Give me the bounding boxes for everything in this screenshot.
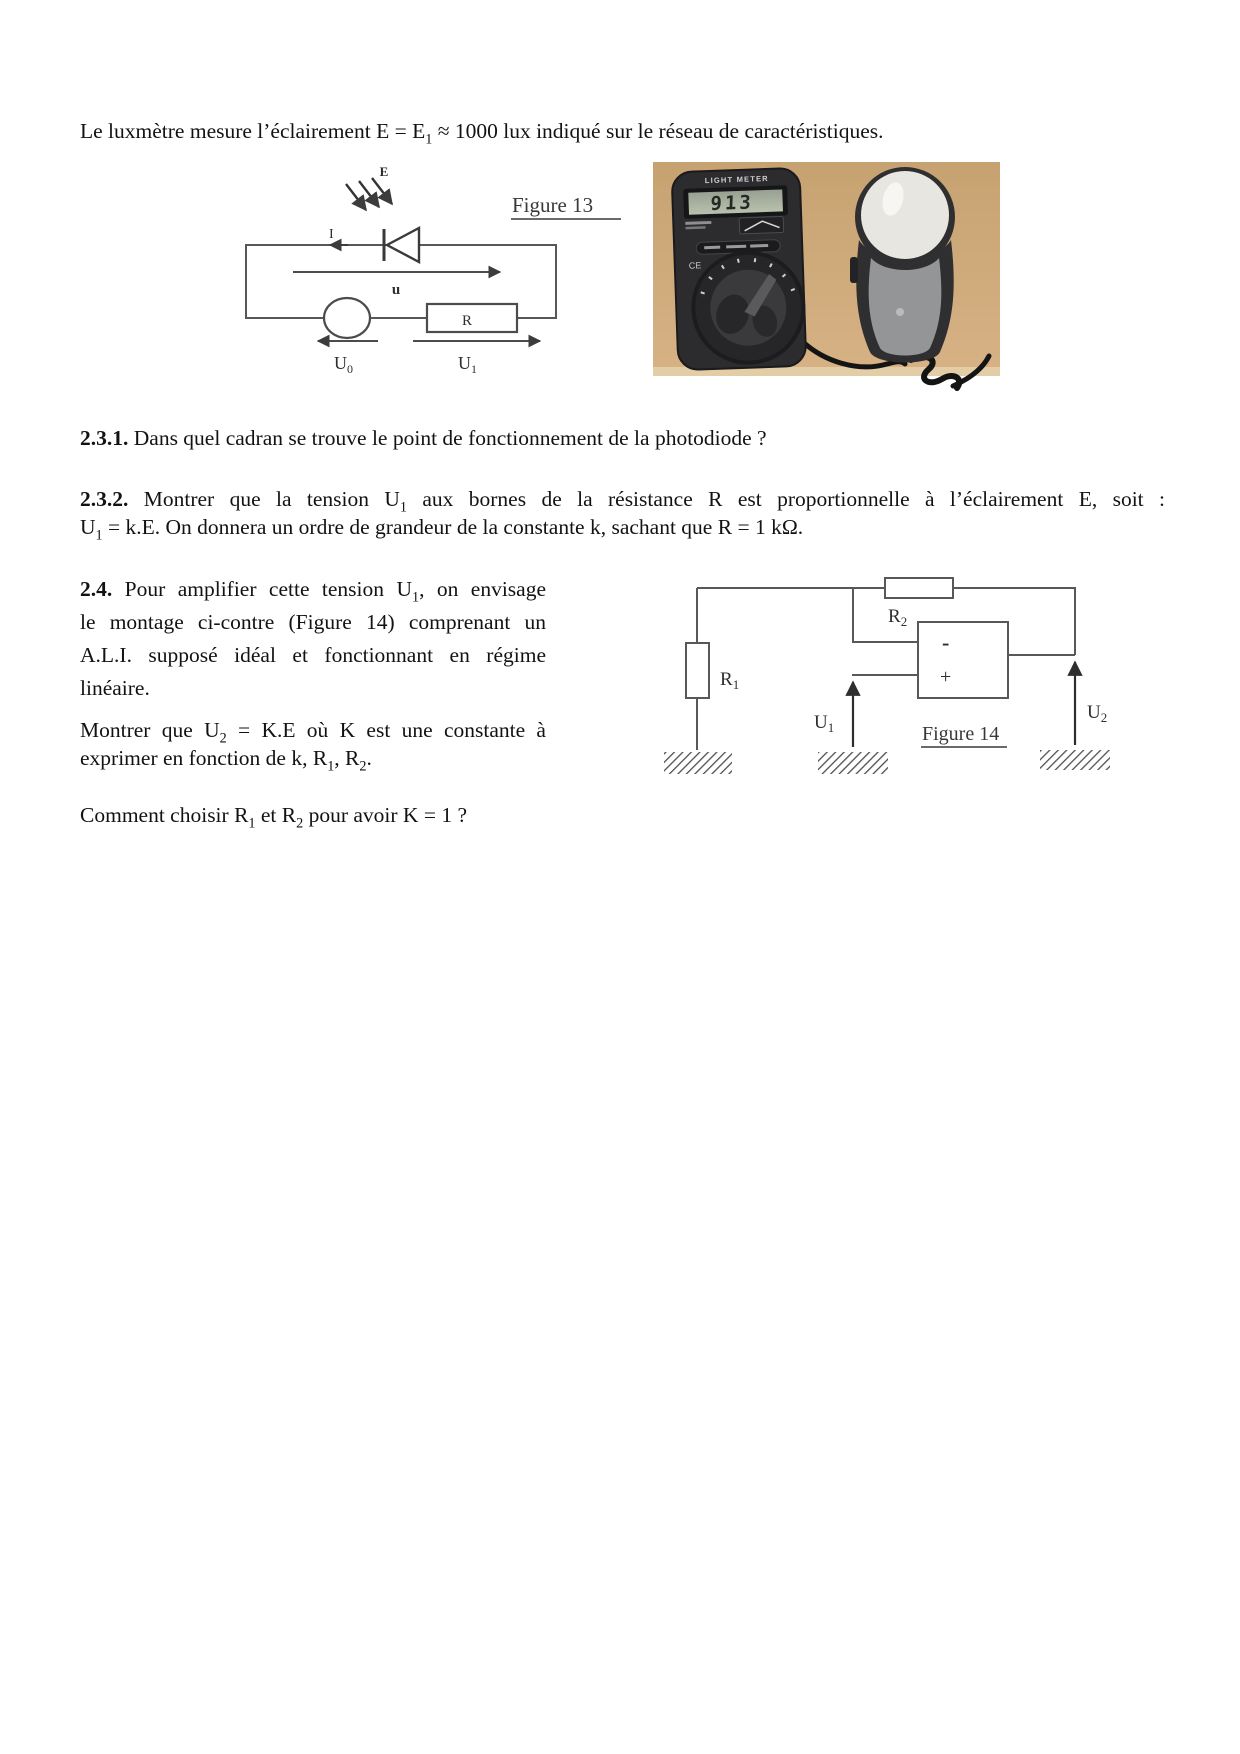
u-label: u	[391, 282, 401, 298]
question-number: 2.3.2.	[80, 487, 129, 511]
question-text: pour avoir K = 1 ?	[303, 803, 467, 827]
figure-13-caption: Figure 13	[512, 193, 594, 217]
subscript: 1	[248, 815, 256, 832]
intro-sentence	[80, 119, 884, 148]
question-2-4-line-4	[80, 676, 150, 702]
light-label: E	[379, 164, 389, 179]
resistor-r1-box	[686, 643, 709, 698]
question-2-3-1	[80, 426, 767, 452]
photodiode-icon	[387, 228, 419, 262]
u2-label: $U_2$	[1087, 702, 1108, 725]
subscript: 1	[327, 758, 335, 775]
light-arrows-icon	[346, 178, 392, 210]
subscript: 1	[95, 527, 103, 544]
u0-label: $U_0$	[334, 353, 353, 376]
pill-text-bar	[704, 246, 720, 250]
resistor-r1-label: $R_1$	[720, 669, 740, 692]
question-text: le montage ci-contre (Figure 14) comprenant un	[80, 610, 546, 634]
subscript: 1	[411, 589, 420, 606]
figure-14-circuit	[595, 570, 1130, 785]
question-text: .	[366, 746, 372, 770]
subscript: 2	[359, 758, 367, 775]
question-text: et R	[255, 803, 297, 827]
question-2-4-line-2	[80, 610, 546, 636]
wires	[697, 588, 1075, 750]
question-text: A.L.I. supposé idéal et fonctionnant en régime	[80, 643, 546, 667]
question-text: U	[80, 515, 96, 539]
pill-text-bar	[750, 244, 768, 248]
question-2-4-comment	[80, 803, 467, 832]
question-2-4-montrer-line-1	[80, 718, 546, 747]
luxmeter-body	[672, 168, 808, 370]
ground-hatch	[664, 752, 732, 774]
question-text: aux bornes de la résistance R est proportionnelle à l’éclairement E, soit :	[406, 487, 1165, 511]
question-2-4-line-1	[80, 577, 547, 606]
op-amp-minus: -	[942, 630, 950, 655]
question-number: 2.4.	[80, 577, 113, 601]
op-amp-box	[918, 622, 1008, 698]
question-text: = k.E. On donnera un ordre de grandeur de la constante k, sachant que R = 1 kΩ.	[102, 515, 804, 539]
question-text: , on envisage	[419, 577, 547, 601]
question-2-4-line-3	[80, 643, 546, 669]
question-text: Dans quel cadran se trouve le point de fonctionnement de la photodiode ?	[128, 426, 767, 450]
intro-text-a: Le luxmètre mesure l’éclairement E = E	[80, 119, 426, 143]
ground-hatch	[818, 752, 888, 774]
luxmeter-photo	[653, 162, 1000, 376]
resistor-r-label: R	[461, 313, 473, 329]
u1-label: $U_1$	[458, 353, 477, 376]
question-2-3-2-line-1	[80, 487, 1165, 516]
sensor-side-button	[850, 257, 858, 283]
lcd-reading: 913	[710, 191, 755, 215]
sensor-dot	[896, 308, 904, 316]
question-text: linéaire.	[80, 676, 150, 700]
question-text: Montrer que U	[80, 718, 220, 742]
intro-subscript: 1	[425, 131, 433, 148]
question-text: exprimer en fonction de k, R	[80, 746, 328, 770]
subscript: 1	[399, 499, 407, 516]
resistor-r2-label: $R_2$	[888, 606, 908, 629]
question-number: 2.3.1.	[80, 426, 129, 450]
op-amp-plus: +	[940, 666, 952, 688]
lux-window	[739, 216, 784, 234]
light-sensor	[850, 167, 955, 363]
current-label: I	[329, 227, 334, 242]
source-icon	[324, 298, 370, 338]
figure-13-circuit	[240, 148, 635, 383]
u1-label: $U_1$	[814, 712, 835, 735]
question-text: Montrer que la tension U	[128, 487, 400, 511]
subscript: 2	[296, 815, 304, 832]
figure-14-caption: Figure 14	[922, 723, 1000, 745]
ground-hatch	[1040, 750, 1110, 770]
question-text: Comment choisir R	[80, 803, 249, 827]
device-name-label: LIGHT METER	[704, 173, 769, 186]
sensor-dome	[861, 171, 949, 259]
intro-text-b: ≈ 1000 lux indiqué sur le réseau de caractéristiques.	[432, 119, 884, 143]
question-2-4-montrer-line-2	[80, 746, 372, 775]
question-text: , R	[334, 746, 360, 770]
ce-mark: CE	[688, 260, 702, 271]
question-2-3-2-line-2	[80, 515, 804, 544]
question-text: = K.E où K est une constante à	[226, 718, 546, 742]
subscript: 2	[219, 730, 227, 747]
resistor-r2-box	[885, 578, 953, 598]
question-text: Pour amplifier cette tension U	[112, 577, 412, 601]
